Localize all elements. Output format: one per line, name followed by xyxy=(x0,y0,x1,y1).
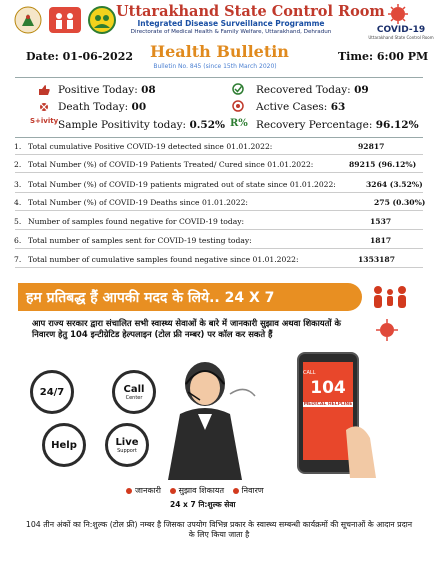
divider xyxy=(15,229,423,230)
poster-legend: जानकारी सुझाव शिकायत निवारण xyxy=(120,485,264,496)
divider xyxy=(15,172,423,173)
covid-virus-icon xyxy=(386,3,410,25)
divider xyxy=(15,137,423,138)
family-icon xyxy=(370,284,410,310)
uttarakhand-emblem-logo xyxy=(14,6,42,34)
hand-icon xyxy=(340,420,380,480)
poster-headline: हम प्रतिबद्ध हैं आपकी मदद के लिये.. 24 X 7 xyxy=(26,290,275,306)
divider xyxy=(15,248,423,249)
covid-logo-subtitle: Uttarakhand State Control Room xyxy=(368,35,434,40)
page-subtitle: Integrated Disease Surveillance Programme xyxy=(137,19,325,28)
page-title: Uttarakhand State Control Room xyxy=(116,3,385,20)
nhm-logo xyxy=(48,6,82,34)
divider xyxy=(15,77,423,78)
department-line: Directorate of Medical Health & Family Welfare, Uttarakhand, Dehradun xyxy=(130,29,332,35)
sample-positivity: Sample Positivity today: 0.52% xyxy=(58,119,225,131)
recovered-today: Recovered Today: 09 xyxy=(256,84,369,96)
recovery-symbol: R% xyxy=(230,118,248,129)
bubble-247: 24/7 xyxy=(30,370,74,414)
active-cases: Active Cases: 63 xyxy=(256,101,346,113)
call-center-agent-illustration xyxy=(160,354,260,480)
death-today: Death Today: 00 xyxy=(58,101,147,113)
divider xyxy=(15,192,423,193)
bulletin-number: Bulletin No. 845 (since 15th March 2020) xyxy=(153,63,277,70)
active-cases-icon xyxy=(232,100,244,112)
bulletin-title: Health Bulletin xyxy=(150,42,289,61)
bubble-help: Help xyxy=(42,423,86,467)
bubble-live-support: Live Support xyxy=(105,423,149,467)
covid-virus-icon xyxy=(372,318,402,342)
thumbs-up-icon xyxy=(38,84,50,96)
divider xyxy=(15,267,423,268)
helpline-label: MEDICAL HELPLINE xyxy=(303,402,353,407)
divider xyxy=(15,210,423,211)
bulletin-date: Date: 01-06-2022 xyxy=(26,50,133,63)
service-247-label: 24 x 7 नि:शुल्क सेवा xyxy=(170,500,236,509)
positive-today: Positive Today: 08 xyxy=(58,84,156,96)
helpline-number: 104 xyxy=(310,378,346,398)
covid-logo-title: COVID-19 xyxy=(376,25,426,35)
poster-footer: 104 तीन अंकों का नि:शुल्क (टोल फ्री) नम्बर है जिसका उपयोग विभिन्न प्रकार के स्वास्थ्य सम्बन्धी कार्यक्रमों की सूचनाओं के आदान प्रदान के लिए किया जाता है xyxy=(25,520,413,539)
poster-paragraph: आप राज्य सरकार द्वारा संचालित सभी स्वास्थ्य सेवाओं के बारे में जानकारी सुझाव अथवा शिकायतों के निवारण हेतु 104 इन्टीग्रेटिड हेल्पलाइन (टोल फ्री नम्बर) पर कॉल कर सकते हैं xyxy=(32,318,341,339)
recovered-icon xyxy=(232,83,244,95)
positivity-symbol: S+ivity xyxy=(30,117,59,125)
phone-call-label: CALL xyxy=(303,370,316,376)
bulletin-time: Time: 6:00 PM xyxy=(338,50,429,63)
death-virus-icon xyxy=(38,101,50,113)
divider xyxy=(15,154,423,155)
recovery-percentage: Recovery Percentage: 96.12% xyxy=(256,119,419,131)
bubble-call-center: Call Center xyxy=(112,370,156,414)
